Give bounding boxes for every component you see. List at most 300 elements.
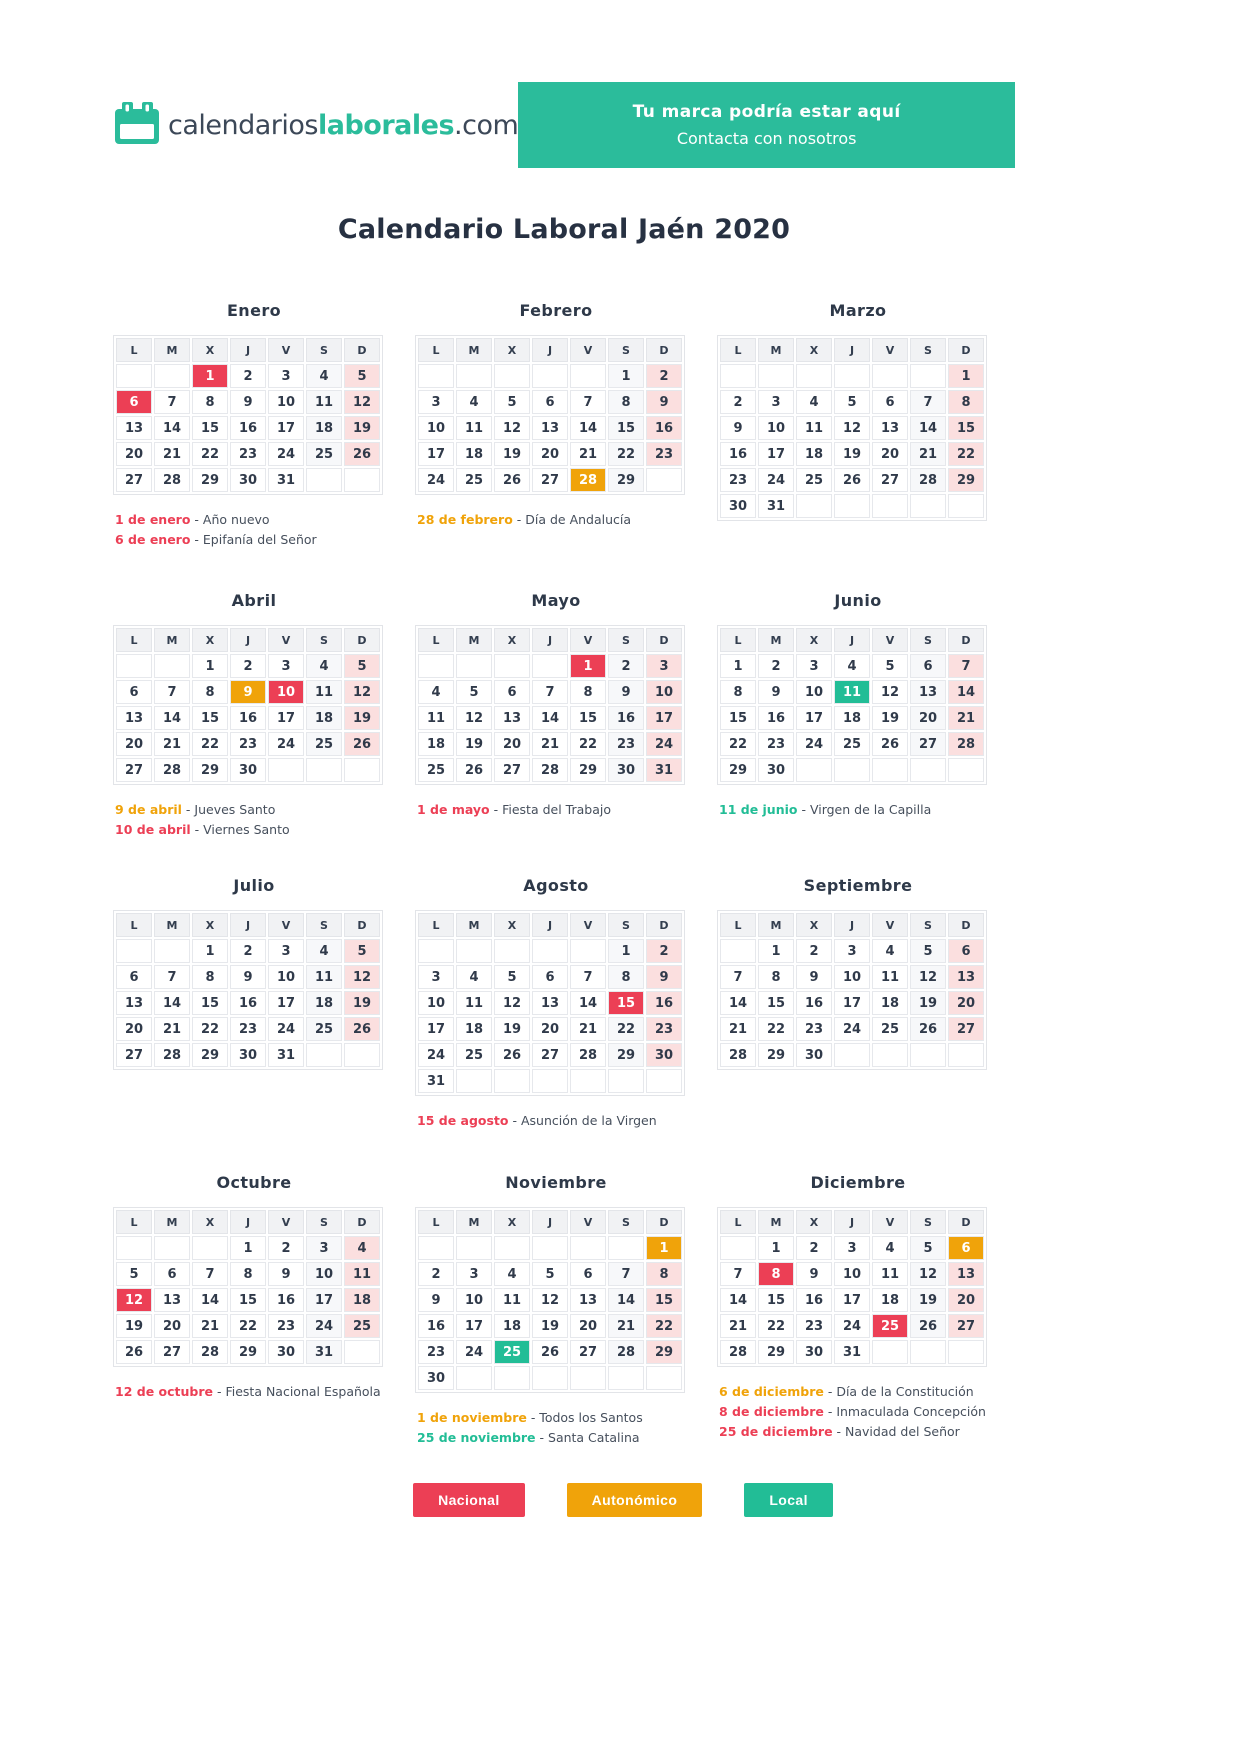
day-cell: 24 [418,468,454,492]
day-cell: 9 [646,965,682,989]
weekday-header: V [872,338,908,362]
day-cell: 19 [456,732,492,756]
day-cell: 11 [494,1288,530,1312]
day-cell: 13 [154,1288,190,1312]
holiday-notes-enero [113,513,395,547]
month-diciembre [717,1173,999,1445]
day-cell: 13 [116,706,152,730]
month-title-noviembre: Noviembre [505,1173,607,1192]
empty-day-cell [116,364,152,388]
weekday-header: V [268,913,304,937]
day-cell: 14 [570,991,606,1015]
day-cell: 19 [344,706,380,730]
empty-day-cell [494,1069,530,1093]
ad-banner[interactable] [518,82,1015,168]
month-agosto [415,876,697,1173]
day-cell: 26 [494,468,530,492]
day-cell: 16 [758,706,794,730]
weekday-header: M [456,913,492,937]
day-cell: 14 [192,1288,228,1312]
month-octubre [113,1173,395,1445]
empty-day-cell [910,364,946,388]
day-cell: 6 [910,654,946,678]
day-cell: 14 [154,416,190,440]
day-cell: 9 [796,1262,832,1286]
day-cell: 22 [948,442,984,466]
day-cell: 24 [758,468,794,492]
weekday-header: S [306,1210,342,1234]
day-cell: 18 [456,1017,492,1041]
day-cell: 19 [834,442,870,466]
day-cell: 19 [494,442,530,466]
day-cell: 29 [230,1340,266,1364]
month-title-diciembre: Diciembre [810,1173,906,1192]
day-cell: 20 [154,1314,190,1338]
empty-day-cell [796,494,832,518]
empty-day-cell [192,1236,228,1260]
empty-day-cell [456,1069,492,1093]
empty-day-cell [532,1236,568,1260]
holiday-note-date: 6 de diciembre [719,1384,824,1399]
day-cell: 16 [646,416,682,440]
day-cell: 29 [192,758,228,782]
day-cell: 26 [116,1340,152,1364]
day-cell: 11 [306,390,342,414]
weekday-header: X [192,913,228,937]
weekday-header: D [646,628,682,652]
day-cell: 13 [116,991,152,1015]
weekday-header: M [456,1210,492,1234]
holiday-day-cell: 1 [570,654,606,678]
holiday-day-cell: 10 [268,680,304,704]
day-cell: 15 [948,416,984,440]
day-cell: 2 [608,654,644,678]
day-cell: 6 [494,680,530,704]
empty-day-cell [834,494,870,518]
day-cell: 23 [608,732,644,756]
calendar-icon [113,100,161,150]
holiday-note [115,1385,395,1399]
day-cell: 3 [268,654,304,678]
month-title-febrero: Febrero [519,301,593,320]
day-cell: 8 [646,1262,682,1286]
day-cell: 26 [494,1043,530,1067]
day-cell: 22 [192,732,228,756]
calendar-table-mayo [415,625,685,785]
day-cell: 27 [532,1043,568,1067]
day-cell: 31 [268,468,304,492]
day-cell: 23 [646,1017,682,1041]
holiday-note-date: 25 de noviembre [417,1430,536,1445]
day-cell: 9 [796,965,832,989]
weekday-header: J [230,628,266,652]
day-cell: 20 [948,991,984,1015]
day-cell: 20 [116,1017,152,1041]
empty-day-cell [306,468,342,492]
day-cell: 5 [834,390,870,414]
day-cell: 7 [720,965,756,989]
day-cell: 9 [230,390,266,414]
empty-day-cell [306,1043,342,1067]
day-cell: 21 [720,1314,756,1338]
day-cell: 1 [948,364,984,388]
day-cell: 30 [796,1043,832,1067]
holiday-note [115,823,395,837]
day-cell: 24 [834,1314,870,1338]
logo-part-laborales: laborales [318,109,455,141]
day-cell: 29 [720,758,756,782]
day-cell: 7 [570,965,606,989]
day-cell: 24 [456,1340,492,1364]
day-cell: 3 [646,654,682,678]
day-cell: 21 [948,706,984,730]
day-cell: 9 [230,965,266,989]
day-cell: 20 [116,732,152,756]
day-cell: 29 [758,1340,794,1364]
day-cell: 12 [344,965,380,989]
day-cell: 27 [494,758,530,782]
month-title-marzo: Marzo [829,301,887,320]
day-cell: 27 [872,468,908,492]
holiday-note [719,1405,999,1419]
empty-day-cell [570,1366,606,1390]
day-cell: 20 [494,732,530,756]
day-cell: 18 [306,416,342,440]
day-cell: 1 [608,939,644,963]
day-cell: 10 [646,680,682,704]
day-cell: 14 [910,416,946,440]
empty-day-cell [418,364,454,388]
day-cell: 13 [494,706,530,730]
day-cell: 5 [344,364,380,388]
day-cell: 14 [532,706,568,730]
holiday-note-name: - Jueves Santo [181,802,276,817]
weekday-header: J [532,628,568,652]
day-cell: 4 [306,364,342,388]
day-cell: 22 [192,442,228,466]
day-cell: 11 [796,416,832,440]
empty-day-cell [834,1043,870,1067]
weekday-header: L [116,338,152,362]
day-cell: 9 [418,1288,454,1312]
day-cell: 24 [646,732,682,756]
day-cell: 18 [872,991,908,1015]
holiday-notes-octubre [113,1385,395,1399]
empty-day-cell [154,1236,190,1260]
day-cell: 27 [532,468,568,492]
day-cell: 15 [570,706,606,730]
day-cell: 2 [230,364,266,388]
weekday-header: D [948,913,984,937]
day-cell: 1 [758,939,794,963]
weekday-header: M [758,913,794,937]
holiday-note-name: - Inmaculada Concepción [823,1404,986,1419]
month-title-septiembre: Septiembre [803,876,913,895]
day-cell: 28 [608,1340,644,1364]
day-cell: 23 [720,468,756,492]
empty-day-cell [344,758,380,782]
day-cell: 8 [570,680,606,704]
day-cell: 9 [608,680,644,704]
page-root [113,0,1015,1717]
empty-day-cell [532,1069,568,1093]
day-cell: 15 [192,706,228,730]
day-cell: 6 [948,939,984,963]
day-cell: 13 [910,680,946,704]
day-cell: 9 [646,390,682,414]
month-noviembre [415,1173,697,1445]
day-cell: 17 [646,706,682,730]
month-title-octubre: Octubre [216,1173,292,1192]
day-cell: 17 [268,991,304,1015]
day-cell: 29 [608,468,644,492]
calendar-table-septiembre [717,910,987,1070]
day-cell: 7 [948,654,984,678]
day-cell: 14 [154,706,190,730]
day-cell: 24 [796,732,832,756]
month-marzo [717,301,999,591]
day-cell: 24 [268,732,304,756]
day-cell: 20 [948,1288,984,1312]
holiday-note-date: 15 de agosto [417,1113,509,1128]
day-cell: 2 [268,1236,304,1260]
day-cell: 20 [532,1017,568,1041]
empty-day-cell [948,1043,984,1067]
day-cell: 27 [948,1314,984,1338]
day-cell: 16 [230,991,266,1015]
day-cell: 2 [418,1262,454,1286]
empty-day-cell [116,654,152,678]
weekday-header: M [154,1210,190,1234]
day-cell: 1 [720,654,756,678]
day-cell: 22 [608,1017,644,1041]
day-cell: 13 [570,1288,606,1312]
empty-day-cell [872,1043,908,1067]
day-cell: 30 [418,1366,454,1390]
holiday-note-name: - Año nuevo [190,512,270,527]
day-cell: 31 [268,1043,304,1067]
day-cell: 28 [948,732,984,756]
weekday-header: J [532,1210,568,1234]
holiday-notes-junio [717,803,999,817]
holiday-note-date: 11 de junio [719,802,798,817]
holiday-day-cell: 6 [116,390,152,414]
weekday-header: S [608,628,644,652]
calendar-table-junio [717,625,987,785]
empty-day-cell [872,1340,908,1364]
empty-day-cell [646,1069,682,1093]
holiday-notes-febrero [415,513,697,527]
legend-button-autonomico[interactable]: Autonómico [567,1483,703,1517]
day-cell: 14 [948,680,984,704]
day-cell: 26 [344,732,380,756]
day-cell: 28 [720,1340,756,1364]
day-cell: 15 [646,1288,682,1312]
holiday-day-cell: 15 [608,991,644,1015]
day-cell: 1 [192,939,228,963]
holiday-day-cell: 9 [230,680,266,704]
weekday-header: D [646,1210,682,1234]
legend-button-local[interactable]: Local [744,1483,833,1517]
weekday-header: D [948,1210,984,1234]
day-cell: 31 [758,494,794,518]
day-cell: 3 [758,390,794,414]
day-cell: 28 [154,758,190,782]
holiday-note-date: 10 de abril [115,822,191,837]
empty-day-cell [910,494,946,518]
day-cell: 22 [230,1314,266,1338]
weekday-header: M [154,628,190,652]
empty-day-cell [834,364,870,388]
empty-day-cell [418,939,454,963]
day-cell: 17 [456,1314,492,1338]
holiday-note-date: 1 de noviembre [417,1410,527,1425]
day-cell: 8 [192,680,228,704]
calendar-table-diciembre [717,1207,987,1367]
weekday-header: V [872,628,908,652]
day-cell: 23 [230,442,266,466]
day-cell: 8 [608,390,644,414]
day-cell: 10 [796,680,832,704]
day-cell: 15 [758,991,794,1015]
day-cell: 22 [192,1017,228,1041]
weekday-header: L [418,338,454,362]
day-cell: 26 [344,442,380,466]
weekday-header: J [834,338,870,362]
holiday-note-date: 28 de febrero [417,512,513,527]
holiday-type-legend [172,1483,1074,1517]
empty-day-cell [948,1340,984,1364]
day-cell: 23 [796,1017,832,1041]
holiday-note-name: - Día de la Constitución [823,1384,974,1399]
day-cell: 11 [456,991,492,1015]
day-cell: 28 [532,758,568,782]
day-cell: 16 [608,706,644,730]
empty-day-cell [796,364,832,388]
weekday-header: J [834,913,870,937]
day-cell: 30 [608,758,644,782]
day-cell: 18 [306,991,342,1015]
day-cell: 28 [154,468,190,492]
holiday-note [115,513,395,527]
empty-day-cell [532,364,568,388]
day-cell: 27 [570,1340,606,1364]
day-cell: 17 [268,416,304,440]
empty-day-cell [456,364,492,388]
empty-day-cell [268,758,304,782]
weekday-header: L [720,338,756,362]
day-cell: 22 [720,732,756,756]
day-cell: 19 [344,991,380,1015]
day-cell: 29 [608,1043,644,1067]
day-cell: 2 [720,390,756,414]
weekday-header: J [834,1210,870,1234]
weekday-header: X [494,913,530,937]
holiday-note-date: 1 de enero [115,512,191,527]
day-cell: 11 [306,965,342,989]
day-cell: 19 [910,1288,946,1312]
day-cell: 4 [834,654,870,678]
day-cell: 30 [720,494,756,518]
day-cell: 6 [532,390,568,414]
day-cell: 6 [116,965,152,989]
empty-day-cell [834,758,870,782]
day-cell: 17 [758,442,794,466]
day-cell: 23 [796,1314,832,1338]
day-cell: 30 [230,758,266,782]
day-cell: 2 [230,654,266,678]
day-cell: 19 [872,706,908,730]
day-cell: 6 [570,1262,606,1286]
holiday-day-cell: 25 [494,1340,530,1364]
empty-day-cell [570,364,606,388]
day-cell: 14 [720,1288,756,1312]
weekday-header: V [570,338,606,362]
weekday-header: M [758,1210,794,1234]
holiday-note-date: 12 de octubre [115,1384,213,1399]
month-abril [113,591,395,876]
site-logo[interactable] [113,100,518,150]
day-cell: 12 [910,965,946,989]
empty-day-cell [872,758,908,782]
weekday-header: V [570,913,606,937]
day-cell: 16 [230,416,266,440]
day-cell: 7 [720,1262,756,1286]
day-cell: 26 [532,1340,568,1364]
day-cell: 23 [758,732,794,756]
weekday-header: L [720,628,756,652]
day-cell: 7 [192,1262,228,1286]
day-cell: 13 [948,965,984,989]
day-cell: 20 [532,442,568,466]
day-cell: 8 [720,680,756,704]
day-cell: 29 [192,1043,228,1067]
day-cell: 2 [796,1236,832,1260]
day-cell: 16 [268,1288,304,1312]
day-cell: 28 [192,1340,228,1364]
holiday-day-cell: 12 [116,1288,152,1312]
empty-day-cell [418,1236,454,1260]
weekday-header: S [306,338,342,362]
legend-button-nacional[interactable]: Nacional [413,1483,525,1517]
day-cell: 12 [872,680,908,704]
day-cell: 22 [608,442,644,466]
day-cell: 8 [192,965,228,989]
day-cell: 5 [116,1262,152,1286]
ad-banner-contact-link[interactable]: Contacta con nosotros [676,129,857,148]
day-cell: 19 [116,1314,152,1338]
day-cell: 22 [758,1017,794,1041]
empty-day-cell [570,1069,606,1093]
day-cell: 30 [268,1340,304,1364]
day-cell: 22 [570,732,606,756]
day-cell: 18 [418,732,454,756]
holiday-day-cell: 1 [646,1236,682,1260]
day-cell: 26 [834,468,870,492]
calendar-table-enero [113,335,383,495]
empty-day-cell [494,654,530,678]
day-cell: 2 [230,939,266,963]
weekday-header: X [796,1210,832,1234]
weekday-header: L [418,913,454,937]
weekday-header: L [116,628,152,652]
day-cell: 3 [796,654,832,678]
empty-day-cell [344,468,380,492]
day-cell: 6 [872,390,908,414]
day-cell: 25 [834,732,870,756]
empty-day-cell [456,654,492,678]
day-cell: 28 [154,1043,190,1067]
